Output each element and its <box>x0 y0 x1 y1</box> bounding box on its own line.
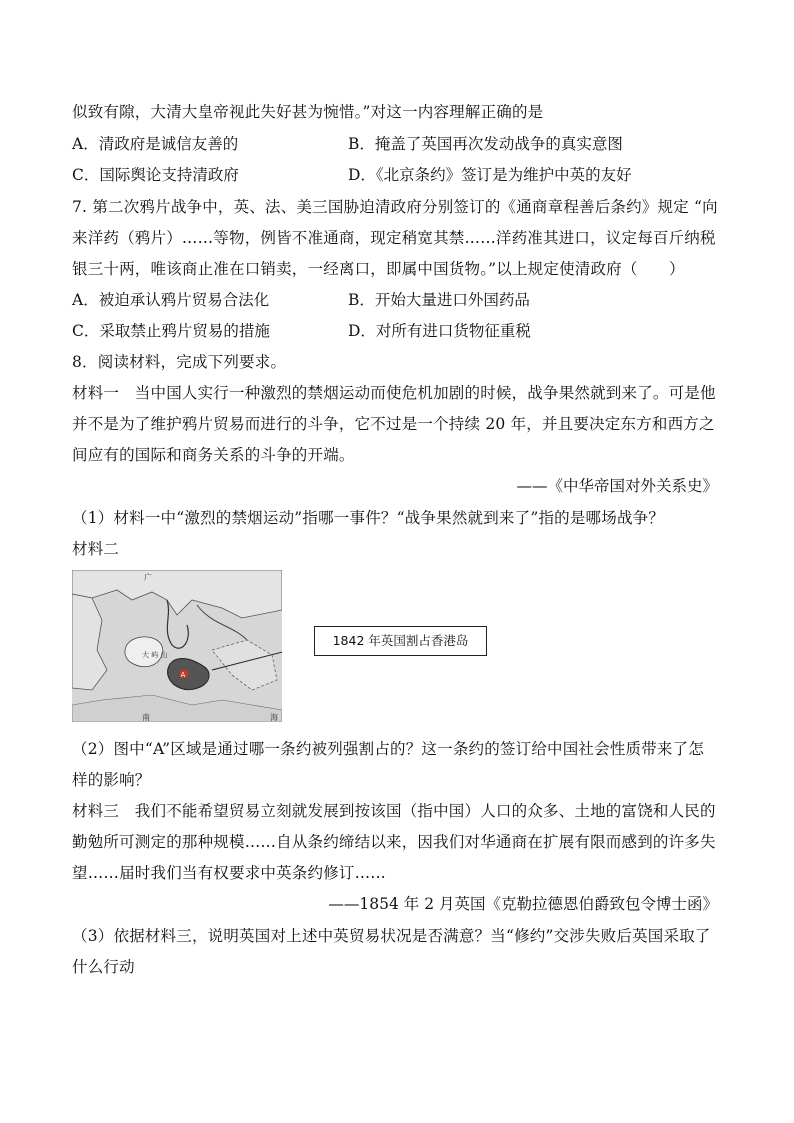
q7-option-c[interactable]: C．采取禁止鸦片贸易的措施 <box>72 322 270 340</box>
q6-option-b[interactable]: B．掩盖了英国再次发动战争的真实意图 <box>348 135 623 153</box>
q7-option-d[interactable]: D．对所有进口货物征重税 <box>348 322 531 340</box>
material-1-line-2: 并不是为了维护鸦片贸易而进行的斗争，它不过是一个持续 20 年，并且要决定东方和西方之 <box>72 415 715 433</box>
sub-question-3-line-1: （3）依据材料三，说明英国对上述中英贸易状况是否满意？当“修约”交涉失败后英国采取了 <box>72 927 711 945</box>
sub-question-2-line-2: 样的影响？ <box>72 771 151 789</box>
sub-question-2-line-1: （2）图中“A”区域是通过哪一条约被列强割占的？这一条约的签订给中国社会性质带来了怎 <box>72 740 705 758</box>
sub-question-1: （1）材料一中“激烈的禁烟运动”指哪一事件？“战争果然就到来了”指的是哪场战争？ <box>72 509 665 527</box>
q7-option-a[interactable]: A．被迫承认鸦片贸易合法化 <box>72 291 270 309</box>
map-graphic <box>72 570 282 722</box>
q6-option-a[interactable]: A．清政府是诚信友善的 <box>72 135 239 153</box>
material-2-label: 材料二 <box>72 540 120 558</box>
map-label-guang: 广 <box>144 573 152 582</box>
map-label-hai: 海 <box>270 713 278 722</box>
q6-option-c[interactable]: C．国际舆论支持清政府 <box>72 166 239 184</box>
map-label-nan: 南 <box>142 713 150 722</box>
material-1-line-1: 材料一 当中国人实行一种激烈的禁烟运动而使危机加剧的时候，战争果然就到来了。可是他 <box>72 384 716 402</box>
material-3-line-2: 勤勉所可测定的那种规模……自从条约缔结以来，因我们对华通商在扩展有限而感到的许多失 <box>72 833 716 851</box>
q6-option-d[interactable]: D．《北京条约》签订是为维护中英的友好 <box>348 166 632 184</box>
q7-option-b[interactable]: B．开始大量进口外国药品 <box>348 291 530 309</box>
material-3-line-1: 材料三 我们不能希望贸易立刻就发展到按该国（指中国）人口的众多、土地的富饶和人民的 <box>72 802 716 820</box>
material-1-source: ——《中华帝国对外关系史》 <box>516 477 718 495</box>
map-callout: 1842 年英国割占香港岛 <box>314 626 487 656</box>
hong-kong-map <box>72 570 282 722</box>
q7-stem-line-1: 7. 第二次鸦片战争中，英、法、美三国胁迫清政府分别签订的《通商章程善后条约》规定 “向 <box>72 198 718 216</box>
q7-stem-line-2: 来洋药（鸦片）……等物，例皆不准通商，现定稍宽其禁……洋药准其进口，议定每百斤纳税 <box>72 229 716 247</box>
q6-stem-tail: 似致有隙，大清大皇帝视此失好甚为惋惜。”对这一内容理解正确的是 <box>72 103 544 121</box>
map-label-dayu: 大 屿 山 <box>142 651 168 659</box>
q8-stem: 8．阅读材料，完成下列要求。 <box>72 353 287 371</box>
sub-question-3-line-2: 什么行动 <box>72 958 135 976</box>
material-1-line-3: 间应有的国际和商务关系的斗争的开端。 <box>72 446 355 464</box>
q7-stem-line-3: 银三十两，唯该商止准在口销卖，一经离口，即属中国货物。”以上规定使清政府（ ） <box>72 260 685 278</box>
material-3-source: ——1854 年 2 月英国《克勒拉德恩伯爵致包令博士函》 <box>328 895 718 913</box>
material-3-line-3: 望……届时我们当有权要求中英条约修订…… <box>72 864 387 882</box>
map-label-a: A <box>180 671 186 679</box>
